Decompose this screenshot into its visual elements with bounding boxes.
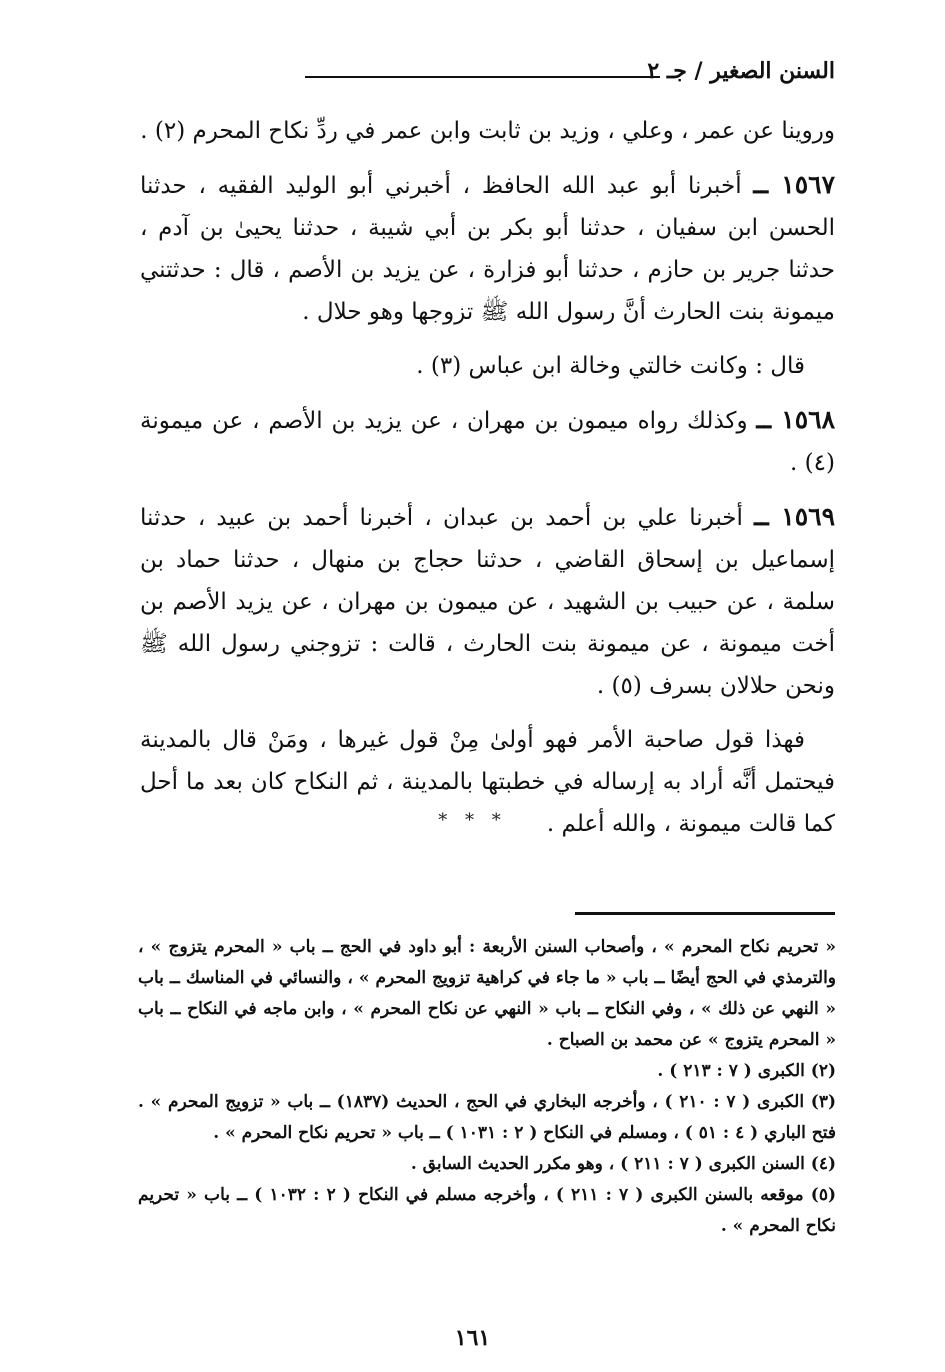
footnote-2: (٢) الكبرى ( ٧ : ٢١٣ ) .	[657, 1061, 836, 1081]
hadith-text: وكذلك رواه ميمون بن مهران ، عن يزيد بن الأصم ، عن ميمونة (٤) .	[140, 408, 835, 476]
paragraph-conclusion: فهذا قول صاحبة الأمر فهو أولىٰ مِنْ قول غيرها ، ومَنْ قال بالمدينة فيحتمل أنَّه أراد به إرساله في خطبتها بالمدينة ، ثم النكاح كان بعد ما أحل كما قالت ميمونة ، والله أعلم .	[140, 727, 835, 837]
footnote-4: (٤) السنن الكبرى ( ٧ : ٢١١ ) ، وهو مكرر الحديث السابق .	[410, 1154, 836, 1174]
running-header	[140, 58, 835, 92]
header-title: السنن الصغير / جـ ٢	[647, 58, 835, 84]
hadith-number: ١٥٦٩ ــ	[754, 502, 836, 531]
paragraph-intro: وروينا عن عمر ، وعلي ، وزيد بن ثابت وابن عمر في ردِّ نكاح المحرم (٢) .	[140, 118, 835, 144]
page-number: ١٦١	[454, 1325, 491, 1351]
footnote-3: (٣) الكبرى ( ٧ : ٢١٠ ) ، وأخرجه البخاري في الحج ، الحديث (١٨٣٧) ــ باب « تزويج المحرم » . فتح الباري ( ٤ : ٥١ ) ، ومسلم في النكاح ( ٢ : ١٠٣١ ) ــ باب « تحريم نكاح المحرم » .	[138, 1092, 837, 1143]
footnote-5: (٥) موقعه بالسنن الكبرى ( ٧ : ٢١١ ) ، وأخرجه مسلم في النكاح ( ٢ : ١٠٣٢ ) ــ باب « تحريم نكاح المحرم » .	[138, 1185, 836, 1236]
main-text	[140, 110, 835, 857]
hadith-text: أخبرنا أبو عبد الله الحافظ ، أخبرني أبو الوليد الفقيه ، حدثنا الحسن ابن سفيان ، حدثنا أبو بكر بن أبي شيبة ، حدثنا يحيىٰ بن آدم ، حدثنا جرير بن حازم ، حدثنا أبو فزارة ، عن يزيد بن الأصم ، قال : حدثتني ميمونة بنت الحارث أنَّ رسول الله ﷺ تزوجها وهو حلال .	[140, 173, 835, 325]
hadith-1567-note: قال : وكانت خالتي وخالة ابن عباس (٣) .	[416, 353, 805, 379]
header-rule	[305, 76, 660, 78]
hadith-1568	[140, 399, 835, 484]
footnotes	[138, 932, 836, 1242]
hadith-text: أخبرنا علي بن أحمد بن عبدان ، أخبرنا أحمد بن عبيد ، حدثنا إسماعيل بن إسحاق القاضي ، حدثنا حجاج بن منهال ، حدثنا حماد بن سلمة ، عن حبيب بن الشهيد ، عن ميمون بن مهران ، عن يزيد الأصم بن أخت ميمونة ، عن ميمونة بنت الحارث ، قالت : تزوجني رسول الله ﷺ ونحن حلالان بسرف (٥) .	[140, 505, 835, 699]
footnote-rule	[575, 912, 835, 915]
hadith-number: ١٥٦٧ ــ	[753, 170, 835, 199]
hadith-1569	[140, 496, 835, 707]
footnote-continuation: « تحريم نكاح المحرم » ، وأصحاب السنن الأربعة : أبو داود في الحج ــ باب « المحرم يتزوج » ، والترمذي في الحج أيضًا ــ باب « ما جاء في كراهية تزويج المحرم » ، والنسائي في المناسك ــ باب « النهي عن ذلك » ، وفي النكاح ــ باب « النهي عن نكاح المحرم » ، وابن ماجه في النكاح ــ باب « المحرم يتزوج » عن محمد بن الصباح .	[138, 937, 836, 1050]
hadith-number: ١٥٦٨ ــ	[756, 405, 836, 434]
hadith-1567	[140, 164, 835, 333]
section-separator: * * *	[438, 810, 507, 831]
